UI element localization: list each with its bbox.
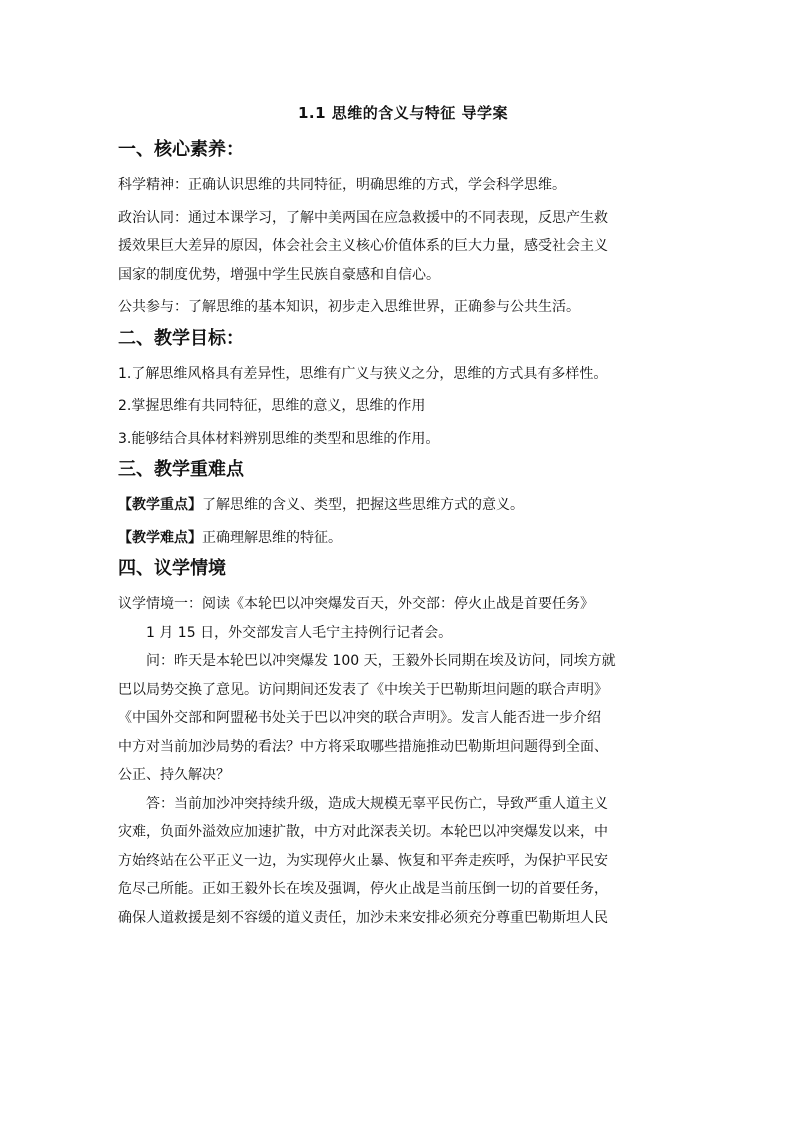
text-line: 1 月 15 日，外交部发言人毛宁主持例行记者会。 (146, 624, 453, 641)
item-label: 【教学重点】 (118, 497, 202, 513)
text-line: 1.了解思维风格具有差异性，思维有广义与狭义之分，思维的方式具有多样性。 (118, 365, 608, 382)
document-page (118, 96, 688, 932)
key-point-item (118, 491, 688, 520)
item-text: 正确理解思维的特征。 (202, 529, 342, 546)
text-line (118, 524, 688, 553)
paragraph (118, 204, 688, 290)
text-line: 危尽己所能。正如王毅外长在埃及强调，停火止战是当前压倒一切的首要任务， (118, 881, 608, 897)
text-line: 政治认同：通过本课学习，了解中美两国在应急救援中的不同表现，反思产生救 (118, 209, 608, 226)
difficult-point-item (118, 524, 688, 553)
text-line: 确保人道救援是刻不容缓的道义责任，加沙未来安排必须充分尊重巴勒斯坦人民 (118, 909, 608, 926)
text-line: 答：当前加沙冲突持续升级，造成大规模无辜平民伤亡，导致严重人道主义 (146, 795, 608, 812)
text-line: 中方对当前加沙局势的看法？中方将采取哪些措施推动巴勒斯坦问题得到全面、 (118, 738, 608, 755)
text-line: 3.能够结合具体材料辨别思维的类型和思维的作用。 (118, 430, 440, 447)
text-line (118, 491, 688, 520)
context-intro: 议学情境一：阅读《本轮巴以冲突爆发百天，外交部：停火止战是首要任务》 (118, 596, 594, 612)
section-heading: 二、教学目标： (118, 327, 244, 349)
item-text: 了解思维的含义、类型，把握这些思维方式的意义。 (202, 497, 524, 513)
paragraph (118, 360, 688, 389)
text-line: 科学精神：正确认识思维的共同特征，明确思维的方式，学会科学思维。 (118, 177, 566, 193)
section-teaching-goals (118, 328, 688, 454)
text-line: 公共参与：了解思维的基本知识，初步走入思维世界，正确参与公共生活。 (118, 299, 580, 315)
text-line: 援效果巨大差异的原因，体会社会主义核心价值体系的巨大力量，感受社会主义 (118, 238, 608, 254)
paragraph (118, 293, 688, 322)
text-line: 《中国外交部和阿盟秘书处关于巴以冲突的联合声明》。发言人能否进一步介绍 (118, 710, 601, 726)
paragraph (118, 790, 688, 933)
section-heading: 三、教学重难点 (118, 459, 244, 480)
paragraph (118, 619, 688, 648)
section-key-difficult-points (118, 459, 688, 552)
section-heading: 四、议学情境 (118, 558, 226, 579)
text-line: 公正、持久解决？ (118, 767, 230, 783)
document-title: 1.1 思维的含义与特征 导学案 (297, 104, 509, 122)
section-discussion-context (118, 558, 688, 932)
paragraph (118, 392, 688, 421)
text-line: 灾难，负面外溢效应加速扩散，中方对此深表关切。本轮巴以冲突爆发以来，中 (118, 824, 608, 840)
paragraph (118, 647, 688, 790)
text-line: 问：昨天是本轮巴以冲突爆发 100 天，王毅外长同期在埃及访问，同埃方就 (146, 653, 616, 669)
paragraph (118, 425, 688, 454)
text-line: 2.掌握思维有共同特征，思维的意义，思维的作用 (118, 398, 426, 414)
item-label: 【教学难点】 (118, 529, 202, 546)
text-line: 巴以局势交换了意见。访问期间还发表了《中埃关于巴勒斯坦问题的联合声明》 (118, 681, 608, 698)
section-heading: 一、核心素养： (118, 139, 244, 160)
text-line: 方始终站在公平正义一边，为实现停火止暴、恢复和平奔走疾呼，为保护平民安 (118, 852, 608, 869)
text-line: 国家的制度优势，增强中学生民族自豪感和自信心。 (118, 266, 440, 283)
section-core-literacy (118, 139, 688, 322)
paragraph (118, 171, 688, 200)
